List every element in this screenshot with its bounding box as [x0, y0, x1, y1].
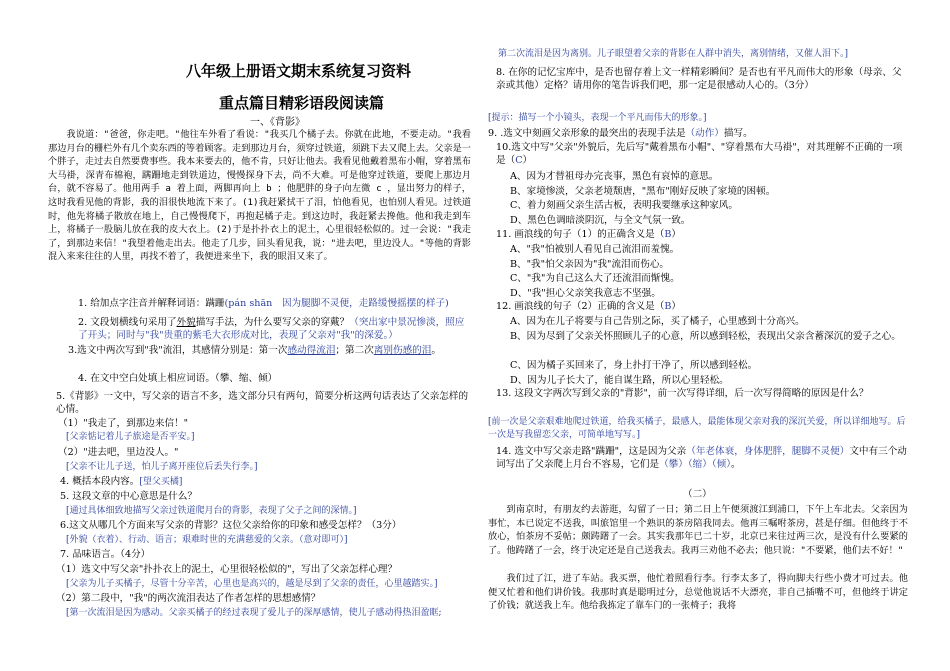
question-8: 6.这文从哪几个方面来写父亲的背影？这位父亲给你的印象和感受怎样？（3分） — [60, 520, 402, 531]
answer-9-2: [第一次流泪是因为感动。父亲买橘子的经过表现了爱儿子的深厚感情，使儿子感动得热泪盈眶; — [66, 608, 442, 618]
question-1: 1. 给加点字注音并解释词语：蹒跚(pán shān 因为腿脚不灵便，走路缓慢摇摆的样子) — [78, 298, 449, 309]
question-5: 5.《背影》一文中，写父亲的语言不多，选文部分只有两句，简要分析这两句话表达了父亲怎样的心情。 — [56, 391, 469, 416]
r12-option-c: C、因为橘子买回来了，身上扑打干净了，所以感到轻松。 — [510, 360, 758, 371]
answer-r13: [前一次是父亲艰难地爬过铁道，给我买橘子，最感人，最能体现父亲对我的深沉关爱，所以详细地写。后一次是写我留恋父亲，可简单地写写。] — [488, 417, 906, 441]
r12-option-a: A、因为在儿子将要与自己告别之际，买了橘子，心里感到十分高兴。 — [510, 316, 805, 327]
answer-r14c: （攀）（缩）（倾） — [659, 459, 732, 471]
r12-option-d: D、因为儿子长大了，能自谋生路，所以心里轻松。 — [510, 375, 729, 386]
question-r10: 10.选文中写"父亲"外貌后，先后写"戴着黑布小帽"、"穿着黑布大马褂"，对其理解不正确的一项是（C） — [496, 142, 903, 167]
section-heading-1: 一、《背影》 — [250, 117, 305, 128]
passage-2: 到南京时，有朋友约去游逛，勾留了一日；第二日上午便须渡江到浦口，下午上车北去。父亲因为事忙，本已说定不送我，叫旅馆里一个熟识的茶房陪我同去。他再三嘱咐茶房，甚是仔细。但他终于不放心，怕茶房不妥帖；颇踌躇了一会。其实我那年已二十岁，北京已来往过两三次，是没有什么要紧的了。他踌躇了一会，终于决定还是自己送我去。我再三劝他不必去；他只说："不要紧，他们去不好！" — [488, 504, 908, 556]
answer-1: (pán shān 因为腿脚不灵便，走路缓慢摇摆的样子) — [224, 298, 449, 309]
question-2: 2. 文段划横线句采用了外貌描写手法，为什么要写父亲的穿戴？（突出家中景况惨淡，照应了开头；同时与"我"贵重的紫毛大衣形成对比，表现了父亲对"我"的深爱。） — [78, 317, 465, 342]
section-heading-2: （二） — [683, 489, 712, 500]
r11-option-c: C、"我"为自己这么大了还流泪而惭愧。 — [510, 273, 680, 284]
question-9-2: （2）第二段中，"我"的两次流泪表达了作者怎样的思想感情？ — [56, 593, 321, 604]
r11-option-b: B、"我"怕父亲因为"我"流泪而伤心。 — [510, 259, 670, 270]
r10-option-a: A、因为才替祖母办完丧事，黑色有哀悼的意思。 — [510, 171, 719, 182]
question-r12: 12. 画浪线的句子（2）正确的含义是（B） — [496, 301, 681, 312]
answer-2: （突出家中景况惨淡，照应了开头；同时与"我"贵重的紫毛大衣形成对比，表现了父亲对"我"的深爱。） — [78, 317, 465, 342]
answer-r14a: （年老体衰，身体肥胖，腿脚不灵便） — [686, 446, 850, 457]
answer-9-1: [父亲为儿子买橘子，尽管十分辛苦，心里也是高兴的，越是尽到了父亲的责任，心里越踏实。] — [66, 579, 438, 589]
page-title: 八年级上册语文期末系统复习资料 — [186, 62, 412, 80]
r11-option-d: D、"我"担心父亲笑我意志不坚强。 — [510, 288, 661, 299]
question-4: 4. 在文中空白处填上相应词语。（攀、缩、倾） — [78, 373, 278, 384]
answer-5-2: [父亲不让儿子送，怕儿子离开座位后丢失行李。] — [66, 462, 258, 472]
question-r14: 14. 选文中写父亲走路"蹒跚"，这是因为父亲（年老体衰，身体肥胖，腿脚不灵便）文中有三个动词写出了父亲爬上月台不容易，它们是（攀）（缩）（倾）。 — [496, 446, 907, 471]
answer-r8: [提示：描写一个小镜头，表现一个平凡而伟大的形象。] — [488, 113, 707, 123]
question-r8: 8. 在你的记忆宝库中，是否也留存着上文一样精彩瞬间？是否也有平凡而伟大的形象（母亲、父亲或其他）定格？请用你的笔告诉我们吧，那一定是很感动人心的。（3分） — [496, 67, 902, 92]
question-r11: 11. 画浪线的句子（1）的正确含义是（B） — [496, 229, 681, 240]
answer-2-blank: 外貌 — [176, 317, 196, 328]
answer-8: [外貌（衣着）、行动、语言；艰难时世的充满慈爱的父亲。（意对即可）] — [66, 535, 348, 545]
r10-option-d: D、黑色色调暗淡阴沉，与全文气氛一致。 — [510, 215, 691, 226]
answer-7: [通过具体细致地描写父亲过铁道爬月台的背影，表现了父子之间的深情。] — [66, 506, 357, 516]
question-r13: 13. 这段文字两次写到父亲的"背影"，前一次写得详细，后一次写得简略的原因是什么？ — [496, 388, 869, 399]
answer-r12: B — [664, 301, 672, 312]
r10-option-c: C、着力刻画父亲生活古板，表明我要继承这种家风。 — [510, 200, 738, 211]
r11-option-a: A、"我"怕被别人看见自己流泪而羞愧。 — [510, 244, 680, 255]
answer-9-2-cont: 第二次流泪是因为离别。儿子眼望着父亲的背影在人群中消失，离别情绪，又催人泪下。] — [498, 49, 849, 59]
question-5-1: （1）"我走了，到那边来信！" — [58, 418, 189, 429]
question-6: 4. 概括本段内容。[望父买橘] — [60, 476, 183, 487]
question-9-1: （1）选文中写父亲"扑扑衣上的泥土，心里很轻松似的"，写出了父亲怎样心理？ — [56, 564, 398, 575]
question-7: 5. 这段文章的中心意思是什么？ — [60, 491, 197, 502]
answer-r11: B — [664, 229, 672, 240]
passage-3: 我们过了江，进了车站。我买票，他忙着照看行李。行李太多了，得向脚夫行些小费才可过去。他便又忙着和他们讲价钱。我那时真是聪明过分，总觉他说话不大漂亮，非自己插嘴不可，但他终于讲定了价钱；就送我上车。他给我拣定了靠车门的一张椅子；我将 — [488, 573, 908, 612]
page-subtitle: 重点篇目精彩语段阅读篇 — [219, 94, 385, 112]
question-r9: 9. .选文中刻画父亲形象的最突出的表现手法是（动作）描写。 — [488, 128, 753, 139]
question-3: 3.选文中两次写到"我"流泪，其感情分别是：第一次感动得流泪；第二次离别伤感的泪。 — [68, 345, 441, 356]
passage-1: 我说道："爸爸，你走吧。"他往车外看了看说："我买几个橘子去。你就在此地，不要走动。"我看那边月台的栅栏外有几个卖东西的等着顾客。走到那边月台，须穿过铁道，须跳下去又爬上去。父亲是一个胖子，走过去自然要费事些。我本来要去的，他不肯，只好让他去。我看见他戴着黑布小帽，穿着黑布大马褂，深青布棉袍，蹒跚地走到铁道边，慢慢探身下去，尚不大难。可是他穿过铁道，要爬上那边月台，就不容易了。他用两手 a 着上面，两脚再向上 b ；他肥胖的身子向左微 c ，显出努力的样子，这时我看见他的背影，我的泪很快地流下来了。(1)我赶紧拭干了泪，怕他看见，也怕别人看见。过铁道时，他先将橘子散放在地上，自己慢慢爬下，再抱起橘子走。到这边时，我赶紧去搀他。他和我走到车上，将橘子一股脑儿放在我的皮大衣上。(2)于是扑扑衣上的泥土，心里很轻松似的。过一会说："我走了，到那边来信！"我望着他走出去。他走了几步，回头看见我，说："进去吧，里边没人。"等他的背影混入来来往往的人里，再找不着了，我便进来坐下，我的眼泪又来了。 — [48, 129, 471, 263]
answer-5-1: [父亲惦记着儿子旅途是否平安。] — [66, 432, 195, 442]
question-9: 7. 品味语言。（4分） — [60, 549, 151, 560]
answer-3a: 感动得流泪 — [287, 345, 336, 356]
r12-option-b: B、因为尽到了父亲关怀照顾儿子的心意，所以感到轻松，表现出父亲含蓄深沉的爱子之心。 — [510, 331, 901, 342]
r10-option-b: B、家境惨淡，父亲老境颓唐，"黑布"刚好反映了家境的困顿。 — [510, 186, 776, 197]
answer-3b: 离别伤感的泪 — [373, 345, 432, 356]
answer-6: [望父买橘] — [139, 477, 183, 487]
answer-r9: （动作） — [685, 128, 724, 139]
question-5-2: （2）"进去吧，里边没人。" — [58, 447, 179, 458]
answer-r10: C — [515, 155, 523, 167]
